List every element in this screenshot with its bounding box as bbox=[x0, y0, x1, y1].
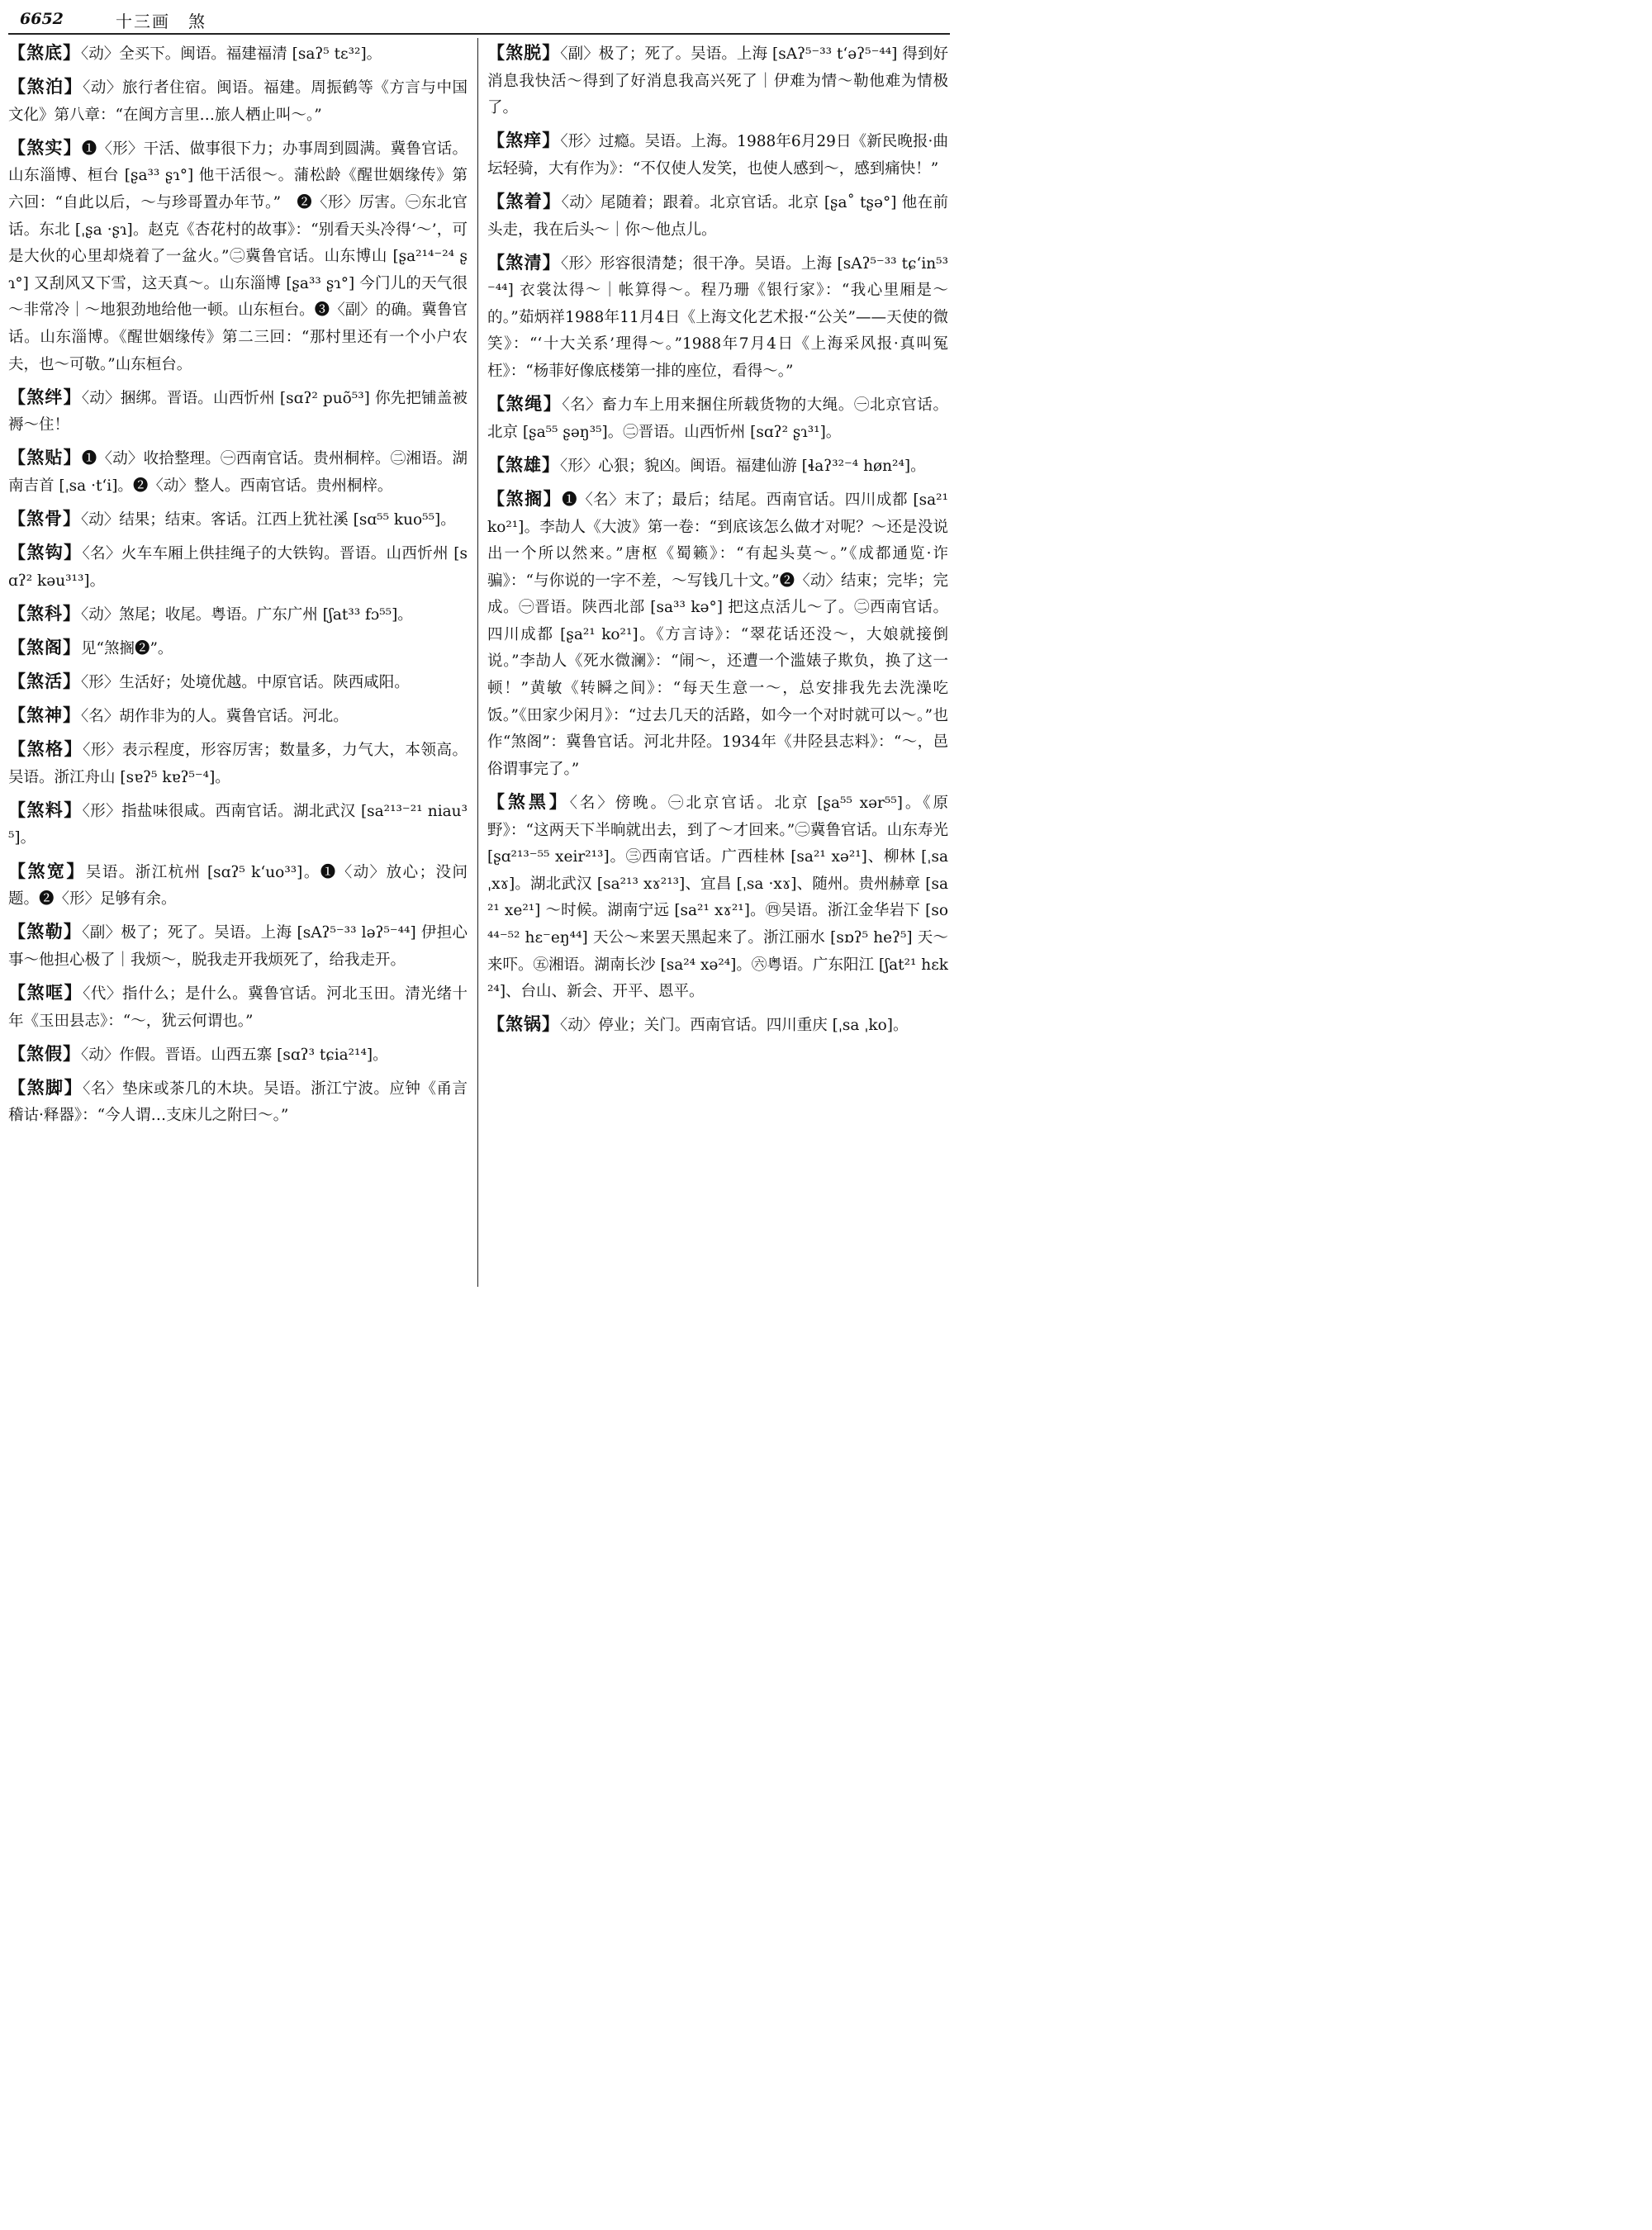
dictionary-entry bbox=[8, 40, 468, 69]
entry-definition: 〈动〉作假。晋语。山西五寨 [sɑʔ³ tɕia²¹⁴]。 bbox=[81, 1046, 388, 1064]
entry-definition: 〈副〉极了；死了。吴语。上海 [sAʔ⁵⁻³³ ləʔ⁵⁻⁴⁴] 伊担心事～他担心极了｜我烦～，脱我走开我烦死了，给我走开。 bbox=[8, 924, 468, 969]
entry-definition: ❶〈形〉干活、做事很下力；办事周到圆满。冀鲁官话。山东淄博、桓台 [ʂa³³ ʂɿ°] 他干活很～。蒲松龄《醒世姻缘传》第六回：“自此以后，～与珍哥置办年节。” ❷〈形〉厉害。㊀东北官话。东北 [ˌʂa ·ʂɿ]。赵克《杏花村的故事》：“别看天头冷得‘～’，可是大伙的心里却烧着了一盆火。”㊁冀鲁官话。山东博山 [ʂa²¹⁴⁻²⁴ ʂɿ°] 又刮风又下雪，这天真～。山东淄博 [ʂa³³ ʂɿ°] 今门儿的天气很～非常冷｜～地狠劲地给他一顿。山东桓台。❸〈副〉的确。冀鲁官话。山东淄博。《醒世姻缘传》第二三回：“那村里还有一个小户农夫，也～可敬。”山东桓台。 bbox=[8, 140, 468, 373]
entry-definition: ❶〈动〉收拾整理。㊀西南官话。贵州桐梓。㊁湘语。湖南吉首 [ˌsa ·tʻi]。❷〈动〉整人。西南官话。贵州桐梓。 bbox=[8, 450, 468, 495]
entry-headword: 【煞泊】 bbox=[8, 76, 83, 97]
dictionary-entry bbox=[487, 188, 948, 244]
dictionary-entry bbox=[8, 505, 468, 534]
entry-definition: 〈形〉表示程度，形容厉害；数量多，力气大，本领高。吴语。浙江舟山 [sɐʔ⁵ kɐʔ⁵⁻⁴]。 bbox=[8, 742, 468, 786]
dictionary-entry bbox=[487, 789, 948, 1006]
entry-headword: 【煞清】 bbox=[487, 251, 562, 273]
dictionary-entry bbox=[8, 1041, 468, 1070]
entry-headword: 【煞钩】 bbox=[8, 542, 83, 563]
entry-headword: 【煞活】 bbox=[8, 670, 81, 691]
dictionary-entry bbox=[8, 444, 468, 500]
entry-definition: 〈形〉指盐味很咸。西南官话。湖北武汉 [sa²¹³⁻²¹ niau³⁵]。 bbox=[8, 802, 468, 847]
entry-definition: 〈动〉尾随着；跟着。北京官话。北京 [ʂa˚ tʂə°] 他在前头走，我在后头～｜你～他点儿。 bbox=[487, 193, 948, 239]
entry-headword: 【煞搁】 bbox=[487, 487, 563, 509]
entry-definition: 〈形〉心狠；貌凶。闽语。福建仙游 [ɬaʔ³²⁻⁴ høn²⁴]。 bbox=[560, 457, 926, 475]
dictionary-entry bbox=[8, 1075, 468, 1130]
dictionary-entry bbox=[8, 736, 468, 791]
entry-headword: 【煞假】 bbox=[8, 1042, 81, 1064]
entry-definition: 〈形〉形容很清楚；很干净。吴语。上海 [sAʔ⁵⁻³³ tɕʻin⁵³⁻⁴⁴] 衣裳汰得～｜帐算得～。程乃珊《银行家》：“我心里厢是～的。”茹炳祥1988年11月4日《上海文化艺术报·“公关”——天使的微笑》：“‘十大关系’理得～。”1988年7月4日《上海采风报·真叫冤枉》：“杨菲好像底楼第一排的座位，看得～。” bbox=[487, 254, 948, 381]
dictionary-entry bbox=[8, 384, 468, 439]
entry-definition: 〈动〉煞尾；收尾。粤语。广东广州 [ʃat³³ fɔ⁵⁵]。 bbox=[81, 605, 413, 624]
entry-definition: ❶〈名〉末了；最后；结尾。西南官话。四川成都 [sa²¹ ko²¹]。李劼人《大波》第一卷：“到底该怎么做才对呢？～还是没说出一个所以然来。”唐枢《蜀籁》：“有起头莫～。”《成都通览·诈骗》：“与你说的一字不差，～写钱几十文。”❷〈动〉结束；完毕；完成。㊀晋语。陕西北部 [sa³³ kə°] 把这点活儿～了。㊁西南官话。四川成都 [ʂa²¹ ko²¹]。《方言诗》：“翠花话还没～，大娘就接倒说。”李劼人《死水微澜》：“闹～，还遭一个滥婊子欺负，换了这一顿！”黄敏《转瞬之间》：“每天生意一～，总安排我先去洗澡吃饭。”《田家少闲月》：“过去几天的活路，如今一个对时就可以～。”也作“煞阁”：冀鲁官话。河北井陉。1934年《井陉县志料》：“～，邑俗谓事完了。” bbox=[487, 491, 948, 778]
dictionary-entry bbox=[8, 797, 468, 852]
entry-headword: 【煞宽】 bbox=[8, 860, 86, 881]
entry-headword: 【煞脱】 bbox=[487, 42, 561, 63]
entry-headword: 【煞贴】 bbox=[8, 447, 82, 468]
entry-headword: 【煞脚】 bbox=[8, 1076, 83, 1098]
entry-headword: 【煞黑】 bbox=[487, 790, 570, 812]
dictionary-entry bbox=[487, 40, 948, 122]
entry-headword: 【煞着】 bbox=[487, 190, 562, 211]
dictionary-entry bbox=[8, 539, 468, 595]
dictionary-entry bbox=[487, 1011, 948, 1040]
dictionary-entry bbox=[8, 135, 468, 378]
dictionary-entry bbox=[8, 858, 468, 913]
entry-headword: 【煞实】 bbox=[8, 136, 82, 158]
dictionary-entry bbox=[487, 486, 948, 784]
entry-headword: 【煞绳】 bbox=[487, 393, 563, 415]
entry-headword: 【煞骨】 bbox=[8, 508, 81, 529]
entry-definition: 〈名〉畜力车上用来捆住所载货物的大绳。㊀北京官话。北京 [ʂa⁵⁵ ʂəŋ³⁵]。㊁晋语。山西忻州 [sɑʔ² ʂɿ³¹]。 bbox=[487, 396, 948, 441]
entry-definition: 〈动〉捆绑。晋语。山西忻州 [sɑʔ² puõ⁵³] 你先把铺盖被褥～住！ bbox=[8, 389, 468, 434]
entry-definition: 〈形〉过瘾。吴语。上海。1988年6月29日《新民晚报·曲坛轻骑，大有作为》：“不仅使人发笑，也使人感到～，感到痛快！” bbox=[487, 133, 948, 178]
right-column bbox=[487, 40, 948, 1290]
entry-definition: 吴语。浙江杭州 [sɑʔ⁵ kʻuo³³]。❶〈动〉放心；没问题。❷〈形〉足够有余。 bbox=[8, 863, 468, 909]
entry-headword: 【煞痒】 bbox=[487, 130, 561, 151]
dictionary-entry bbox=[8, 634, 468, 663]
entry-headword: 【煞料】 bbox=[8, 799, 83, 820]
dictionary-entry bbox=[8, 918, 468, 974]
dictionary-entry bbox=[487, 452, 948, 481]
entry-headword: 【煞勒】 bbox=[8, 921, 83, 942]
dictionary-entry bbox=[8, 668, 468, 697]
entry-headword: 【煞神】 bbox=[8, 705, 81, 726]
left-column bbox=[8, 40, 468, 1290]
column-divider bbox=[477, 38, 478, 1287]
entry-definition: 〈名〉傍晚。㊀北京官话。北京 [ʂa⁵⁵ xər⁵⁵]。《原野》：“这两天下半晌就出去，到了～才回来。”㊁冀鲁官话。山东寿光 [ʂɑ²¹³⁻⁵⁵ xeir²¹³]。㊂西南官话。广西桂林 [sa²¹ xə²¹]、柳林 [ˌsa ˌxɤ]。湖北武汉 [sa²¹³ xɤ²¹³]、宜昌 [ˌsa ·xɤ]、随州。贵州赫章 [sa²¹ xe²¹] ～时候。湖南宁远 [sa²¹ xɤ²¹]。㊃吴语。浙江金华岩下 [so⁴⁴⁻⁵² hɛ⁻eŋ⁴⁴] 天公～来罢天黑起来了。浙江丽水 [sɒʔ⁵ heʔ⁵] 天～来吓。㊄湘语。湖南长沙 [sa²⁴ xə²⁴]。㊅粤语。广东阳江 [ʃat²¹ hɛk²⁴]、台山、新会、开平、恩平。 bbox=[487, 794, 948, 1001]
entry-definition: 〈动〉结果；结束。客话。江西上犹社溪 [sɑ⁵⁵ kuo⁵⁵]。 bbox=[81, 511, 456, 529]
entry-headword: 【煞雄】 bbox=[487, 453, 560, 475]
page-number: 6652 bbox=[20, 10, 64, 28]
dictionary-entry bbox=[8, 702, 468, 731]
entry-headword: 【煞科】 bbox=[8, 602, 81, 624]
entry-definition: 〈副〉极了；死了。吴语。上海 [sAʔ⁵⁻³³ tʻəʔ⁵⁻⁴⁴] 得到好消息我快活～得到了好消息我高兴死了｜伊难为情～勒他难为情极了。 bbox=[487, 45, 948, 117]
dictionary-entry bbox=[8, 74, 468, 129]
entry-definition: 〈动〉停业；关门。西南官话。四川重庆 [ˌsa ˌko]。 bbox=[560, 1017, 909, 1035]
entry-definition: 〈名〉垫床或茶几的木块。吴语。浙江宁波。应钟《甬言稽诂·释器》：“今人谓…支床儿之附曰～。” bbox=[8, 1079, 468, 1125]
entry-definition: 〈形〉生活好；处境优越。中原官话。陕西咸阳。 bbox=[81, 673, 410, 691]
dictionary-entry bbox=[487, 249, 948, 386]
page-header bbox=[8, 5, 950, 35]
entry-definition: 〈名〉胡作非为的人。冀鲁官话。河北。 bbox=[81, 708, 349, 726]
entry-headword: 【煞哐】 bbox=[8, 981, 83, 1003]
dictionary-entry bbox=[8, 600, 468, 629]
entry-definition: 〈代〉指什么；是什么。冀鲁官话。河北玉田。清光绪十年《玉田县志》：“～，犹云何谓也。” bbox=[8, 985, 468, 1030]
entry-headword: 【煞绊】 bbox=[8, 386, 82, 407]
entry-headword: 【煞锅】 bbox=[487, 1013, 560, 1035]
dictionary-entry bbox=[487, 391, 948, 446]
entry-definition: 〈动〉全买下。闽语。福建福清 [saʔ⁵ tɛ³²]。 bbox=[81, 45, 382, 63]
entry-headword: 【煞阁】 bbox=[8, 636, 81, 657]
section-label: 十三画 煞 bbox=[116, 12, 206, 31]
entry-headword: 【煞底】 bbox=[8, 42, 81, 63]
entry-definition: 见“煞搁❷”。 bbox=[81, 639, 173, 657]
dictionary-entry bbox=[8, 980, 468, 1035]
entry-definition: 〈动〉旅行者住宿。闽语。福建。周振鹤等《方言与中国文化》第八章：“在闽方言里…旅人栖止叫～。” bbox=[8, 79, 468, 124]
entry-headword: 【煞格】 bbox=[8, 738, 83, 760]
dictionary-entry bbox=[487, 127, 948, 183]
entry-definition: 〈名〉火车车厢上供挂绳子的大铁钩。晋语。山西忻州 [sɑʔ² kəu³¹³]。 bbox=[8, 545, 468, 590]
